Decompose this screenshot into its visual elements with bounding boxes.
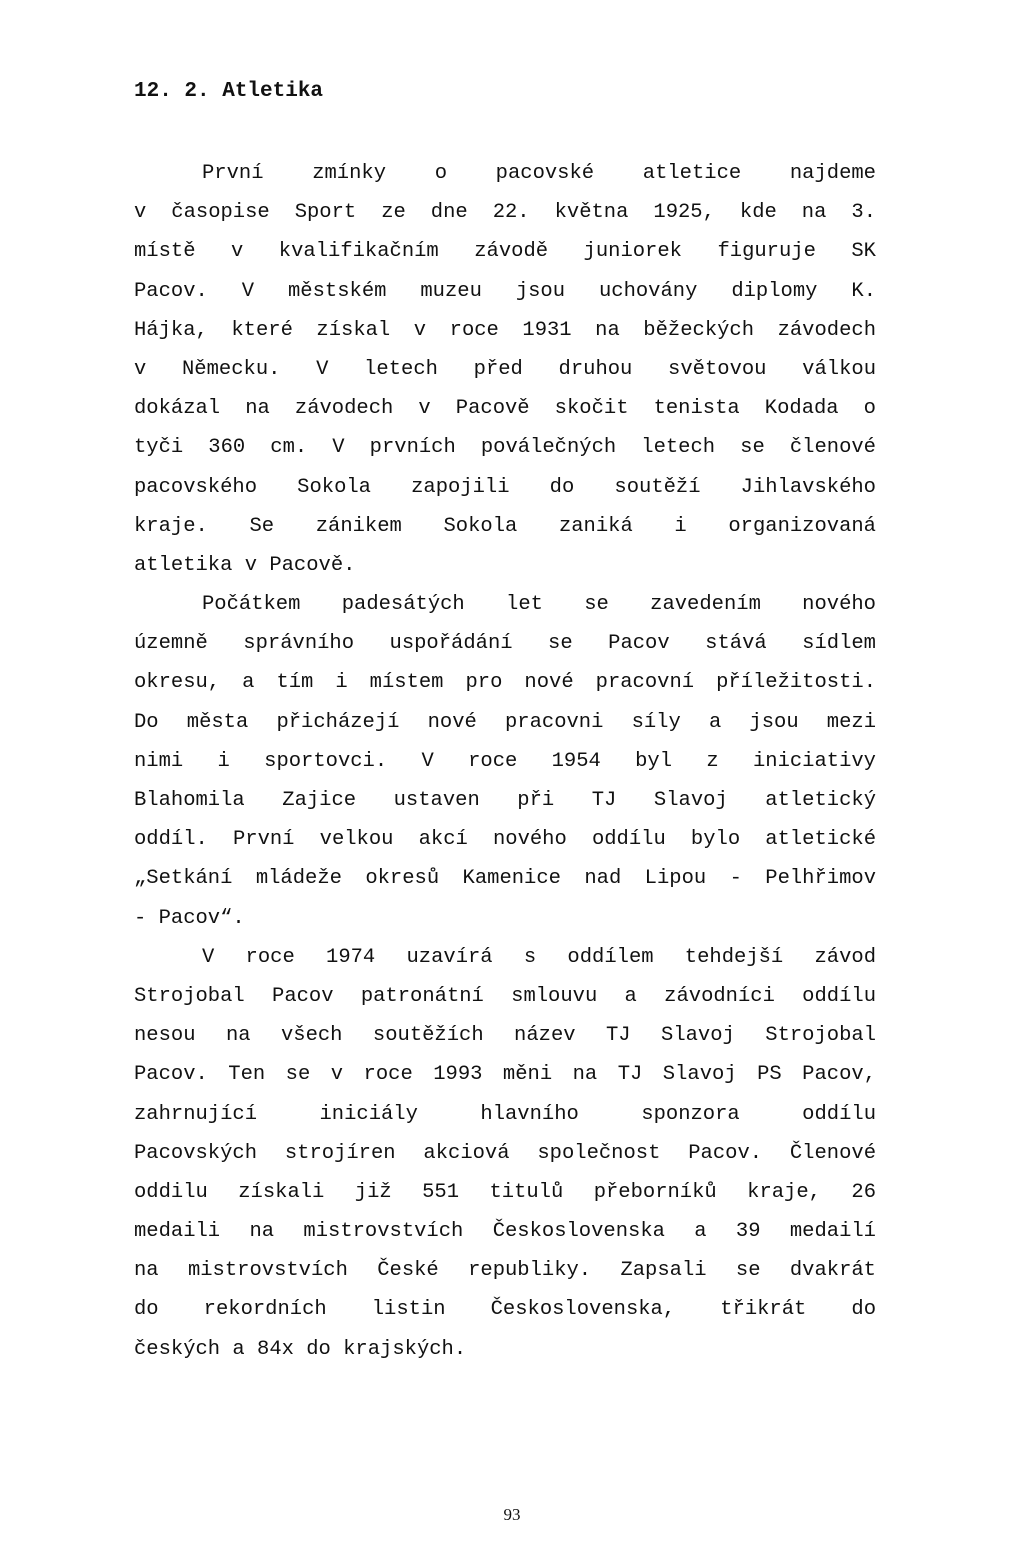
body-text xyxy=(134,154,876,1369)
text-line: medaili na mistrovstvích Československa a 39 medailí xyxy=(134,1220,876,1244)
text-line: dokázal na závodech v Pacově skočit tenista Kodada o xyxy=(134,397,876,421)
text-line: oddilu získali již 551 titulů přeborníků kraje, 26 xyxy=(134,1180,876,1204)
text-line: - Pacov“. xyxy=(134,906,245,930)
text-line: českých a 84x do krajských. xyxy=(134,1337,467,1361)
text-line: na mistrovstvích České republiky. Zapsali se dvakrát xyxy=(134,1259,876,1283)
text-line: nimi i sportovci. V roce 1954 byl z iniciativy xyxy=(134,749,876,773)
text-line: Pacov. Ten se v roce 1993 měni na TJ Slavoj PS Pacov, xyxy=(134,1063,876,1087)
text-line: Blahomila Zajice ustaven při TJ Slavoj atletický xyxy=(134,789,876,812)
text-line: pacovského Sokola zapojili do soutěží Jihlavského xyxy=(134,475,876,499)
text-line: V roce 1974 uzavírá s oddílem tehdejší závod xyxy=(202,945,876,969)
text-line: tyči 360 cm. V prvních poválečných letech se členové xyxy=(134,436,876,460)
text-line: v Německu. V letech před druhou světovou válkou xyxy=(134,357,876,381)
section-heading: 12. 2. Atletika xyxy=(134,80,324,103)
text-line: územně správního uspořádání se Pacov stává sídlem xyxy=(134,632,876,656)
text-line: do rekordních listin Československa, třikrát do xyxy=(134,1298,876,1322)
text-line: v časopise Sport ze dne 22. května 1925, kde na 3. xyxy=(134,201,876,225)
text-line: okresu, a tím i místem pro nové pracovní příležitosti. xyxy=(134,671,876,695)
text-line: zahrnující iniciály hlavního sponzora oddílu xyxy=(134,1102,876,1126)
text-line: Strojobal Pacov patronátní smlouvu a závodníci oddílu xyxy=(134,984,876,1008)
text-line: atletika v Pacově. xyxy=(134,553,356,577)
text-line: První zmínky o pacovské atletice najdeme xyxy=(202,162,876,185)
text-line: místě v kvalifikačním závodě juniorek figuruje SK xyxy=(134,240,876,264)
text-line: oddíl. První velkou akcí nového oddílu bylo atletické xyxy=(134,828,876,852)
text-line: Počátkem padesátých let se zavedením nového xyxy=(202,593,876,617)
text-line: Do města přicházejí nové pracovni síly a jsou mezi xyxy=(134,710,876,734)
text-line: Hájka, které získal v roce 1931 na běžeckých závodech xyxy=(134,318,876,342)
text-line: kraje. Se zánikem Sokola zaniká i organizovaná xyxy=(134,514,876,538)
page-number: 93 xyxy=(503,1505,521,1524)
text-line: nesou na všech soutěžích název TJ Slavoj Strojobal xyxy=(134,1024,876,1048)
text-line: Pacov. V městském muzeu jsou uchovány diplomy K. xyxy=(134,279,876,303)
text-line: Pacovských strojíren akciová společnost Pacov. Členové xyxy=(134,1141,876,1165)
text-line: „Setkání mládeže okresů Kamenice nad Lipou - Pelhřimov xyxy=(134,867,876,891)
